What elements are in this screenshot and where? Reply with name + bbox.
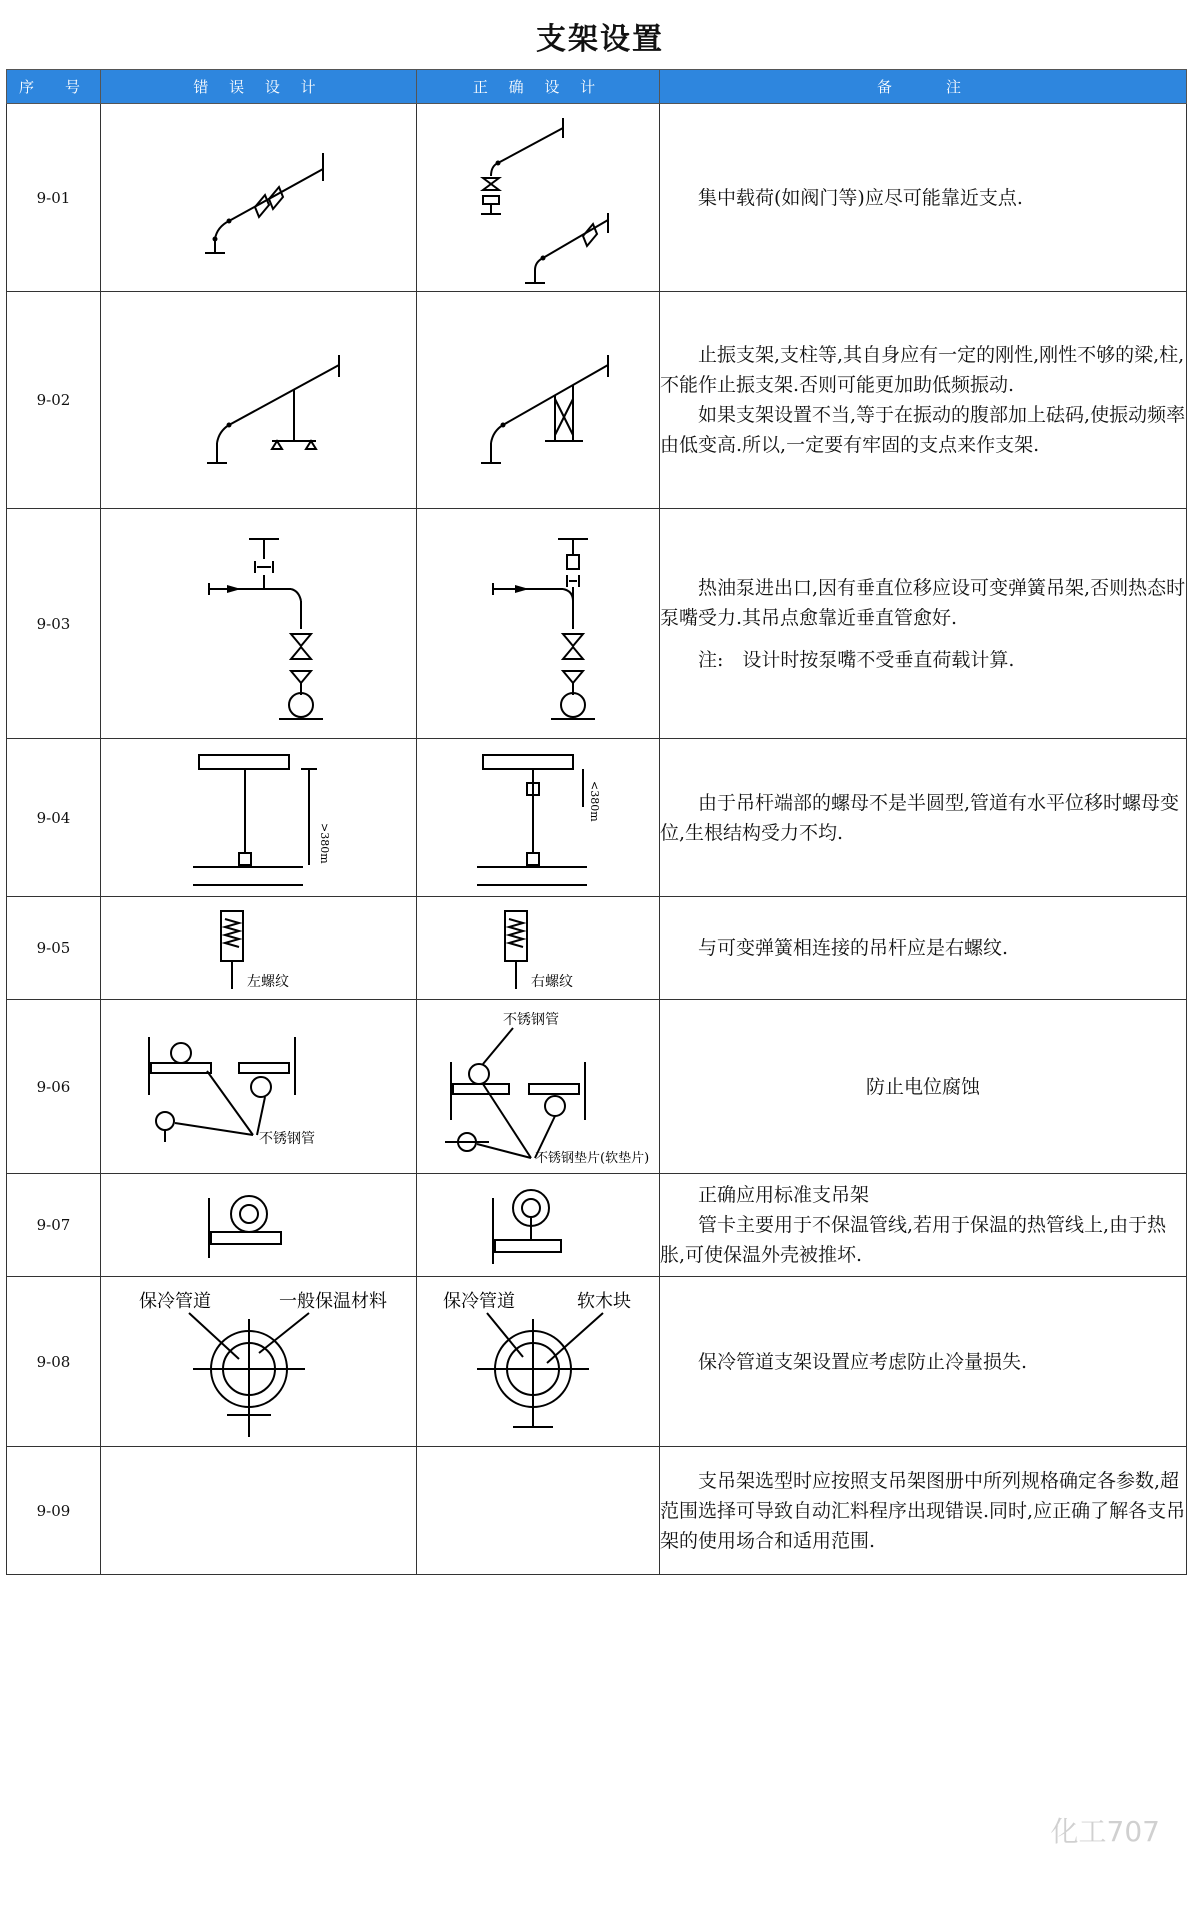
- note-text: 如果支架设置不当,等于在振动的腹部加上砝码,使振动频率由低变高.所以,一定要有牢固的支点来作支架.: [660, 404, 1186, 456]
- header-note: 备 注: [660, 70, 1187, 104]
- wrong-figure: [101, 1447, 417, 1575]
- note-text: 热油泵进出口,因有垂直位移应设可变弹簧吊架,否则热态时泵嘴受力.其吊点愈靠近垂直管愈好.: [660, 576, 1186, 629]
- note-text: 注: 设计时按泵嘴不受垂直荷载计算.: [698, 648, 1015, 671]
- wrong-figure: [101, 104, 417, 292]
- note-text: 止振支架,支柱等,其自身应有一定的刚性,刚性不够的梁,柱,不能作止振支架.否则可能更加助低频振动.: [660, 344, 1185, 396]
- row-number: 9-07: [7, 1174, 101, 1277]
- table-row: [7, 897, 1187, 1000]
- stainless-pipe-top-label: 不锈钢管: [503, 1011, 559, 1028]
- table-row: [7, 739, 1187, 897]
- table-row: [7, 1447, 1187, 1575]
- row-number: 9-06: [7, 1000, 101, 1174]
- right-figure: [417, 1277, 660, 1447]
- right-figure: [417, 897, 660, 1000]
- dim-wrong-label: >380m: [317, 822, 331, 864]
- row-number: 9-05: [7, 897, 101, 1000]
- note-text: 保冷管道支架设置应考虑防止冷量损失.: [698, 1350, 1028, 1373]
- table-row: [7, 292, 1187, 509]
- right-spring-rod-drawing: [423, 901, 653, 996]
- row-number: 9-08: [7, 1277, 101, 1447]
- note-text: 管卡主要用于不保温管线,若用于保温的热管线上,由于热胀,可使保温外壳被推坏.: [660, 1214, 1167, 1266]
- table-row: [7, 1000, 1187, 1174]
- right-pipe-clamp-drawing: [423, 1178, 653, 1273]
- right-hanger-rod-drawing: [423, 743, 653, 893]
- wrong-cold-insulation-drawing: [109, 1279, 409, 1444]
- note-cell: [660, 1000, 1187, 1174]
- support-design-table: [6, 69, 1187, 1575]
- right-figure: [417, 739, 660, 897]
- note-text: 正确应用标准支吊架: [698, 1184, 870, 1206]
- stainless-pipe-label: 不锈钢管: [258, 1130, 315, 1147]
- cork-block-label: 软木块: [577, 1291, 631, 1312]
- right-figure: [417, 1000, 660, 1174]
- wrong-hanger-rod-drawing: [109, 743, 409, 893]
- note-cell: [660, 1174, 1187, 1277]
- right-galvanic-drawing: [423, 1002, 653, 1172]
- wrong-pipe-clamp-drawing: [109, 1178, 409, 1273]
- header-wrong: 错 误 设 计: [101, 70, 417, 104]
- dim-right-label: <380m: [588, 780, 601, 822]
- table-row: [7, 509, 1187, 739]
- note-cell: [660, 739, 1187, 897]
- cold-pipe-label: 保冷管道: [138, 1291, 211, 1312]
- note-text: 防止电位腐蚀: [865, 1075, 980, 1098]
- wrong-spring-rod-drawing: [109, 901, 409, 996]
- left-thread-label: 左螺纹: [246, 973, 289, 990]
- stainless-pad-label: 不锈钢垫片(软垫片): [535, 1150, 650, 1166]
- right-thread-label: 右螺纹: [531, 973, 573, 990]
- row-number: 9-04: [7, 739, 101, 897]
- note-text: 集中载荷(如阀门等)应尽可能靠近支点.: [698, 186, 1023, 209]
- wrong-figure: [101, 1000, 417, 1174]
- note-text: 支吊架选型时应按照支吊架图册中所列规格确定各参数,超范围选择可导致自动汇料程序出现错误.同时,应正确了解各支吊架的使用场合和适用范围.: [660, 1469, 1186, 1552]
- note-text: 与可变弹簧相连接的吊杆应是右螺纹.: [698, 937, 1009, 959]
- wrong-figure: [101, 292, 417, 509]
- wrong-pump-hanger-drawing: [109, 519, 409, 729]
- wrong-figure: [101, 1277, 417, 1447]
- wrong-weak-support-drawing: [109, 315, 409, 485]
- wrong-figure: [101, 1174, 417, 1277]
- insulation-label: 一般保温材料: [278, 1291, 387, 1312]
- right-figure: [417, 292, 660, 509]
- row-number: 9-09: [7, 1447, 101, 1575]
- note-cell: [660, 292, 1187, 509]
- header-num: 序 号: [7, 70, 101, 104]
- table-row: [7, 1277, 1187, 1447]
- note-cell: [660, 104, 1187, 292]
- right-cold-insulation-drawing: [423, 1279, 653, 1444]
- table-row: [7, 104, 1187, 292]
- right-rigid-support-drawing: [423, 315, 653, 485]
- row-number: 9-02: [7, 292, 101, 509]
- wrong-galvanic-drawing: [109, 1007, 409, 1167]
- header-right: 正 确 设 计: [417, 70, 660, 104]
- right-figure: [417, 104, 660, 292]
- note-cell: [660, 897, 1187, 1000]
- right-figure: [417, 509, 660, 739]
- note-cell: [660, 509, 1187, 739]
- row-number: 9-03: [7, 509, 101, 739]
- right-load-near-drawing: [423, 108, 653, 288]
- right-figure: [417, 1174, 660, 1277]
- table-header-row: [7, 70, 1187, 104]
- row-number: 9-01: [7, 104, 101, 292]
- wrong-figure: [101, 509, 417, 739]
- table-row: [7, 1174, 1187, 1277]
- wrong-figure: [101, 739, 417, 897]
- right-pump-hanger-drawing: [423, 519, 653, 729]
- note-cell: [660, 1277, 1187, 1447]
- note-text: 由于吊杆端部的螺母不是半圆型,管道有水平位移时螺母变位,生根结构受力不均.: [660, 791, 1180, 844]
- note-cell: [660, 1447, 1187, 1575]
- watermark: 化工707: [1050, 1815, 1160, 1848]
- cold-pipe-right-label: 保冷管道: [443, 1291, 515, 1312]
- page-title: 支架设置: [536, 22, 664, 57]
- wrong-load-far-drawing: [109, 113, 409, 283]
- wrong-figure: [101, 897, 417, 1000]
- right-figure: [417, 1447, 660, 1575]
